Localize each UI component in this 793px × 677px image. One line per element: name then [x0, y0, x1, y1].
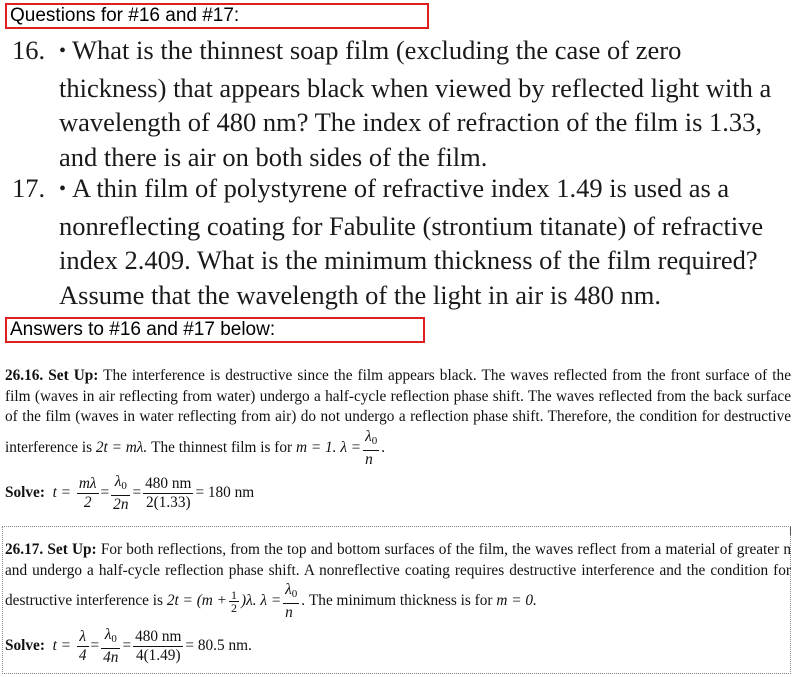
box-corner-tick — [786, 527, 791, 535]
lambda-lhs: λ = — [260, 592, 282, 610]
fraction-3: $\frac{480 nm}{2(1.33)}$ — [145, 475, 192, 511]
condition-rhs: )λ. — [241, 592, 257, 610]
answer-16-setup: 26.16. Set Up: The interference is destructive since the film appears black. The waves reflected from the front surface of the film (waves in air reflecting from water) undergo a half-cycle reflection phase shift. The waves reflected from the back surface of the film (waves in water reflecting from air) do not undergo a reflection phase shift. Therefore, the condition for destructive interference is 2t = mλ. The thinnest film is for m = 1. λ = $\frac{\lambda_0}{n}$ . — [5, 367, 791, 468]
question-16 — [12, 33, 787, 174]
answer-text: For both reflections, from the top and bottom surfaces of the film, the waves reflect from a material of greater n and undergo a half-cycle reflection phase shift. A nonreflective coating requires destructive interference and the condition for destructive interference is — [5, 541, 791, 610]
answer-17-setup: 26.17. Set Up: For both reflections, from the top and bottom surfaces of the film, the waves reflect from a material of greater n and undergo a half-cycle reflection phase shift. A nonreflective coating requires destructive interference and the condition for destructive interference is 2t = (m + $\frac{1}{2}$ )λ. λ = $\frac{\lambda_0}{n}$ . The minimum thickness is for m = 0. — [5, 541, 791, 621]
fraction-3: $\frac{480 nm}{4(1.49)}$ — [135, 628, 182, 664]
destructive-condition: 2t = mλ. — [95, 438, 148, 456]
bullet-icon: • — [59, 40, 67, 62]
solve-result: = 180 nm — [195, 484, 255, 502]
answer-text-2: The minimum thickness is for — [308, 592, 493, 610]
answer-label: 26.16. Set Up: — [5, 367, 99, 384]
question-17 — [12, 171, 787, 312]
answers-header: Answers to #16 and #17 below: — [5, 317, 425, 343]
fraction-2: $\frac{\lambda_0}{2n}$ — [113, 473, 129, 513]
answer-17-solve: Solve: t = $\frac{\lambda}{4}$ = $\frac{\lambda_0}{4n}$ = $\frac{480 nm}{4(1.49)}$ = 80.5 nm. — [5, 626, 252, 666]
solve-result: = 80.5 nm. — [185, 637, 252, 655]
question-number: 16. — [12, 35, 46, 65]
fraction-1: $\frac{\lambda}{4}$ — [78, 628, 87, 664]
lambda-lhs: λ = — [340, 438, 362, 456]
question-number: 17. — [12, 173, 46, 203]
fraction-1: $\frac{m\lambda}{2}$ — [78, 475, 97, 511]
answer-16-solve: Solve: t = $\frac{m\lambda}{2}$ = $\frac{\lambda_0}{2n}$ = $\frac{480 nm}{2(1.33)}$ = 180 nm — [5, 473, 255, 513]
answer-text-2: The thinnest film is for — [151, 438, 293, 456]
answer-label: 26.17. Set Up: — [5, 541, 97, 558]
solve-label: Solve: — [5, 484, 45, 502]
question-text: What is the thinnest soap film (excluding the case of zero thickness) that appears black when viewed by reflected light with a wavelength of 480 nm? The index of refraction of the film is 1.33, and there is air on both sides of the film. — [59, 35, 772, 172]
lambda-fraction: $\frac{\lambda_0}{n}$ — [365, 427, 378, 468]
fraction-2: $\frac{\lambda_0}{4n}$ — [103, 626, 119, 666]
bullet-icon: • — [59, 178, 67, 200]
lambda-fraction: $\frac{\lambda_0}{n}$ — [285, 581, 298, 621]
answer-text: The interference is destructive since the film appears black. The waves reflected from the front surface of the film (waves in air reflecting from water) undergo a half-cycle reflection phase shift. The waves reflected from the back surface of the film (waves in water reflecting from air) do not undergo a reflection phase shift. Therefore, the condition for destructive interference is — [5, 367, 791, 456]
question-text: A thin film of polystyrene of refractive index 1.49 is used as a nonreflecting coating for Fabulite (strontium titanate) of refractive index 2.409. What is the minimum thickness of the film required? Assume that the wavelength of the light in air is 480 nm. — [59, 173, 764, 310]
solve-label: Solve: — [5, 637, 45, 655]
m-value: m = 1. — [295, 438, 337, 456]
solve-lhs: t = — [52, 637, 72, 655]
condition-lhs: 2t = (m + — [166, 592, 227, 610]
question-text-block — [59, 171, 787, 312]
answer-16 — [5, 366, 791, 469]
m-value: m = 0. — [496, 592, 537, 610]
question-text-block — [59, 33, 787, 174]
solve-lhs: t = — [52, 484, 72, 502]
half-fraction: $\frac{1}{2}$ — [231, 588, 237, 615]
questions-header: Questions for #16 and #17: — [5, 3, 429, 29]
answer-17 — [5, 540, 791, 622]
